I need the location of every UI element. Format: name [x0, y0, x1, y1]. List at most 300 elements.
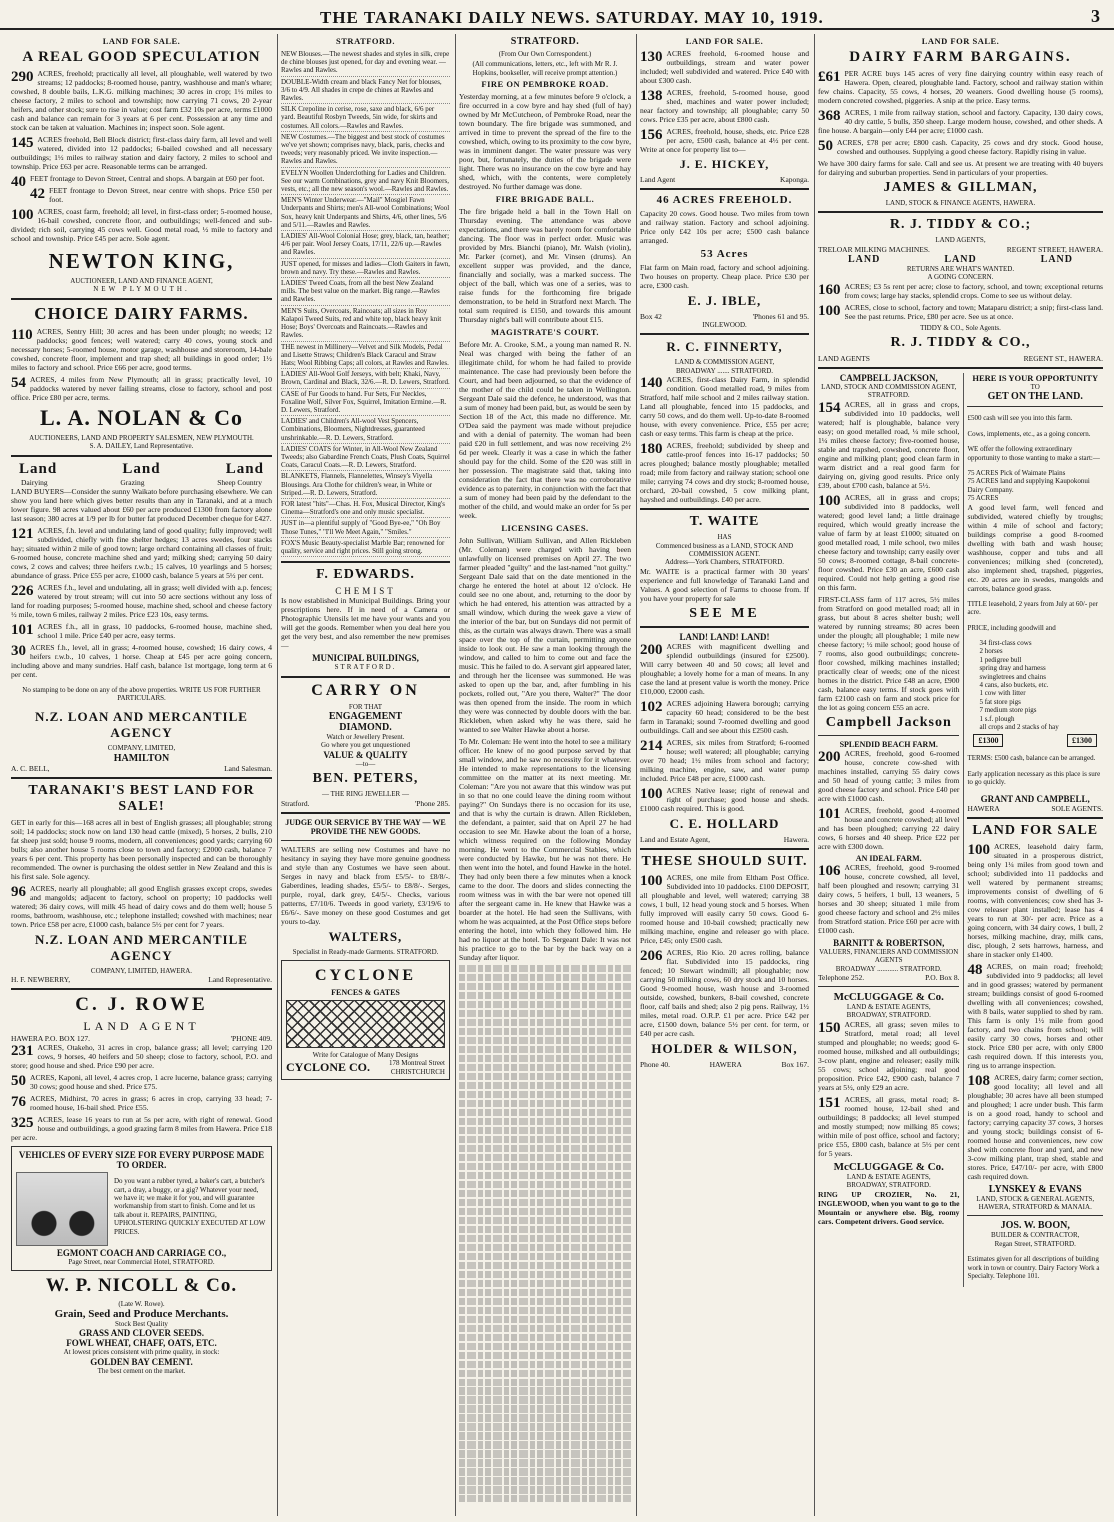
agent-name: LYNSKEY & EVANS — [988, 1183, 1082, 1195]
signature-line: HAWERA P.O. BOX 127. 'PHONE 409. — [11, 1034, 272, 1044]
listing-acres: 100 — [818, 302, 841, 319]
price-line: £1300 £1300 — [973, 734, 1097, 747]
listing-text: ACRES, six miles from Stratford; 6-roomed house; well watered; all ploughable; carrying over 70 head; 1½ miles from school and factory; milking machine, engine, saw, and water pump included. Price £48 per acre, £1000 cash. — [640, 737, 809, 783]
classified-stub: MEN'S Winter Underwear.—"Mail" Mosgiel Fawn Underpants and Shirts; men's All-wool Combinations; Wool Sox, heavy knit Underpants and Shirts, 4/6, other lines, 5/6 and 5/11.—Rawles and Rawles. — [281, 195, 450, 231]
article-text: The fire brigade held a ball in the Town Hall on Thursday evening. The attendance was above expectations, and there was barely room for comfortable dancing. The floor was in perfect order. Music was provided by Mrs. Bianchi (piano), Mr. Walsh (violin), Mr. Parker (cornet), and Mr. Vinsen (drums). An excellent supper was provided, and the dance, financially and socially, was a marked success. The object of the ball, which was one of a series, was to raise funds for the forthcoming fire brigade demonstration, to be held in Stratford next March. The total sum required is £150, and towards this amount Thursday night's ball will contribute about £15. — [459, 207, 631, 325]
classified-stub: THE newest in Millinery—Velvet and Silk Models, Pedal and Lisette Straws; Children's Black Caracul and Straw Hats; Wool Ribbing Caps; all colors, at Rawles and Rawles. — [281, 342, 450, 370]
listing-text: ACRES, £78 per acre; £800 cash. Capacity, 25 cows and dry stock. Good house, cowshed and outhouses. Supplying a good cheese factory. Rapidly rising in value. — [837, 138, 1103, 156]
agent-address: BROADWAY, STRATFORD. — [846, 1011, 931, 1020]
subhead: MAGISTRATE'S COURT. — [490, 327, 600, 338]
cyclone-ad — [281, 960, 450, 1080]
agent-name: R. J. TIDDY & CO., — [890, 335, 1031, 351]
listing-group — [11, 526, 272, 679]
listing-text: ACRES, freehold, good 4-roomed house and concrete cowshed; all level and has been ploughed; carrying 22 dairy cows, 6 horses and 40 sheep. Price £22 per acre with £300 down. — [818, 805, 960, 851]
listing-acres: 325 — [11, 1115, 34, 1132]
article-text: Yesterday morning, at a few minutes before 9 o'clock, a fire occurred in a cow byre and hay shed (full of hay) owned by Mr McCutcheon, of Pembroke Road, near the town boundary. The fire brigade was summoned, and arrived in time to prevent the spread of the fire to the cowshed, which, owing to its proximity to the cow byre, was in imminent danger. The water pressure was very poor, but, fortunately, the duties of the brigade were light. There was no insurance on the cow byre and hay shed, which, with the contents, were completely destroyed. No further damage was done. — [459, 92, 631, 192]
ad-title: A REAL GOOD SPECULATION — [22, 49, 261, 65]
text-line — [459, 1163, 631, 1170]
text-line — [459, 1334, 631, 1341]
listing-acres: 145 — [11, 135, 34, 151]
list-item: 5 fat store pigs — [979, 697, 1021, 706]
listing-item — [640, 88, 809, 124]
ad-line: TIDDY & CO., Sole Agents. — [920, 323, 1001, 332]
listing-item — [818, 806, 959, 851]
listing-text: ACRES, Kaponi, all level, 4 acres crop, 1 acre lucerne, balance grass; carrying 30 cows; good house and shed. Price £75. — [30, 1073, 272, 1092]
text-line — [459, 1100, 631, 1107]
section-header: LAND FOR SALE. — [102, 36, 181, 46]
ad-line: FOWL WHEAT, CHAFF, OATS, ETC. — [66, 1338, 217, 1349]
list-item: 1 cow with litter — [979, 689, 1026, 698]
agent-subtitle: LAND & ESTATE AGENTS, — [846, 1172, 931, 1181]
listing-acres: 151 — [818, 1094, 841, 1111]
agent-name: N.Z. LOAN AND MERCANTILE AGENCY — [35, 931, 248, 963]
listing-group — [818, 1020, 959, 1158]
listing-text: ACRES adjoining Hawera borough; carrying capacity 60 head; considered to be the best farm in Taranaki; sound 7-roomed dwelling and good outbuildings. Call and see about this £2500 cash. — [640, 698, 809, 735]
ad-line: GRASS AND CLOVER SEEDS. — [78, 1328, 205, 1339]
ad-title: LAND! LAND! LAND! — [679, 631, 770, 642]
body-text: Is now established in Municipal Buildings. Bring your prescriptions here. If in need of a Camera or Photographic Utensils let me have your wants and you will get the goods. Remember when you deal here you get the very best, and also remember the new premises— — [281, 596, 450, 651]
listing-item — [11, 174, 272, 190]
text-line — [459, 1370, 631, 1377]
listing-item — [818, 282, 1103, 300]
listing-text: ACRES, freehold, house, sheds, etc. Price £28 per acre, £500 cash, balance at 4½ per cent. Write at once for property list to— — [640, 127, 809, 154]
listing-acres: 101 — [11, 621, 34, 638]
subhead: LICENSING CASES. — [501, 523, 589, 534]
body-text: No stamping to be done on any of the above properties. WRITE US FOR FURTHER PARTICULARS. — [22, 685, 261, 703]
listing-acres: 226 — [11, 582, 34, 599]
listing-text: ACRES, close to school, factory and town; Mataparu district; a snip; first-class land. See the past returns. Price, £80 per acre. See us at once. — [844, 302, 1103, 321]
text-line — [459, 1028, 631, 1035]
stub-list — [281, 49, 450, 557]
listing-item — [818, 108, 1103, 135]
listing-acres: 121 — [11, 525, 34, 542]
listing-text: ACRES, all in grass and crops, subdivided into 10 paddocks, well watered; half is ploughable, balance very easy; on good metalled road, ¼ mile school, 1¼ miles cheese factory; five-roomed house, stable and trapshed, cowshed, concrete floor, engine and milking plant; good clean farm in warm district and a real good farm for dairying on, giving good results. Price only £39, about £700 cash, balance at 5½. — [818, 399, 960, 490]
list-item: 2 horses — [979, 647, 1003, 656]
section-header: LAND FOR SALE. — [921, 36, 1000, 46]
listing-acres: 54 — [11, 374, 26, 391]
masthead-title: THE TARANAKI DAILY NEWS. SATURDAY. MAY 10, 1919. — [320, 8, 824, 27]
text-line — [459, 1190, 631, 1197]
classified-stub: BLANKETS, Flannels, Flannelettes, Winsey's Viyella Blousings. Ara Clothe for children's wear, in White or Striped.—R. D. Lewers, Stratford. — [281, 471, 450, 499]
listing-acres: 50 — [818, 138, 833, 154]
ad-line: VALUE & QUALITY — [323, 749, 408, 760]
listing-item — [640, 642, 809, 696]
listing-text: ACRES, Midhirst, 70 acres in grass; 6 acres in crop, carrying 33 head; 7-roomed house, 16-bail shed. Price £55. — [30, 1094, 272, 1113]
listing-text: ACRES, Sentry Hill; 30 acres and has been under plough; no weeds; 12 paddocks; good fences; well watered; carry 40 cows, young stock and necessary horses; 5-roomed house, motor garage, washhouse and storeroom, 14-bale cowshed, concrete floor, implement and trap shed; all buildings in good order; 1½ miles to factory and school. Price £66 per acre, good terms. — [11, 326, 272, 372]
agent-name: N.Z. LOAN AND MERCANTILE AGENCY — [35, 709, 248, 741]
listing-text: PER ACRE buys 145 acres of very fine dairying country within easy reach of Hawera. Open, cleared, ploughable land. Factory, school and railway station within few chains. Capacity, 55 cows, 4 horses, 20 weaners. Good dwelling house (5 rooms), modern concreted cowshed, piggeries. A snip at the price. Easy terms. — [818, 69, 1103, 105]
section-header: STRATFORD. — [336, 36, 395, 46]
agent-subtitle: — THE RING JEWELLER — — [322, 790, 409, 799]
section-header: LAND FOR SALE. — [685, 36, 764, 46]
agent-subtitle: VALUERS, FINANCIERS AND COMMISSION AGENTS — [819, 947, 959, 965]
agent-subtitle: Specialist in Ready-made Garments. STRATFORD. — [292, 947, 439, 956]
ad-line: Cows, implements, etc., as a going concern. — [967, 429, 1091, 438]
listing-item — [11, 526, 272, 580]
text-line — [459, 1010, 631, 1017]
listing-acres: 100 — [640, 785, 663, 802]
body-text: Flat farm on Main road, factory and school adjoining. Two houses on property. Cheap place. Price £30 per acre, £300 cash. — [640, 263, 809, 290]
page-number: 3 — [1091, 6, 1100, 26]
listing-text: ACRES f.h., level and undulating, all in grass; well divided with a.p. fences; watered by trout stream; will cut into 50 acre sections without any loss of land for roading purposes; 5-roomed house, machine shed, school and cheese factory ½ mile, town 6 miles, railway 2 miles. Price £23 10s, easy terms. — [11, 582, 272, 619]
signature-line: Stratford. 'Phone 285. — [281, 798, 450, 808]
agent-name: BARNITT & ROBERTSON, — [833, 937, 945, 948]
text-line — [459, 1172, 631, 1179]
text-line — [459, 1495, 631, 1502]
listing-text: ACRES, first-class Dairy Farm, in splendid condition. Good metalled road, 9 miles from Stratford, half mile school and 2 miles railway station. Land all ploughable, fenced into 15 paddocks, and carry 50 cows, and do them well. Up-to-date 8-roomed house, with every convenience. Price, £55 per acre; cash or easy terms. This farm is cheap at the price. — [640, 375, 809, 439]
listing-acres: 101 — [818, 805, 841, 822]
listing-item — [818, 595, 959, 712]
agent-subtitle: COMPANY, LIMITED, HAWERA. — [90, 966, 193, 975]
listing-text: ACRES, all grass; seven miles to Stratford, metal road; all level stumped and ploughable; no weeds; good 6-roomed house, milkshed and all outbuildings; 3-cow plant, engine and releaser; easily milk 55 cows; school adjoining; real good proposition. Price £42, £900 cash, balance 7 years at 5½, only £29 an acre. — [818, 1019, 960, 1092]
text-line — [459, 1468, 631, 1475]
agent-name: BEN. PETERS, — [312, 771, 419, 787]
agent-town: INGLEWOOD. — [702, 321, 747, 329]
listing-group — [967, 842, 1103, 1181]
listing-group — [640, 375, 809, 504]
brand-company: CYCLONE CO. — [286, 1060, 371, 1075]
text-line — [459, 1280, 631, 1287]
brand-sub: FENCES & GATES — [331, 988, 400, 998]
agent-name: NEWTON KING, — [48, 249, 235, 273]
text-line — [459, 1361, 631, 1368]
listing-acres: 180 — [640, 441, 663, 458]
agent-subtitle: LAND & COMMISSION AGENT, — [674, 358, 775, 367]
ad-line: TITLE leasehold, 2 years from July at 60/- per acre. — [967, 599, 1098, 617]
article-text: Before Mr. A. Crooke, S.M., a young man named R. N. Neal was charged with being the father of an illegitimate child, for whom he had failed to provide maintenance. The case had previously been before the Court, and had been adjourned, so that the evidence of the mother of the child could be taken in Wellington. Sergeant Dale said the defence, he understood, was that a sum of money had been paid, but, as would be seen by Section 18 of the Act, this made no difference. Mr. O'Dea said the payment was made without prejudice and with a denial of paternity. The woman had been paid £20 in full settlement, and was now receiving 2½ 6d per week. Clearly it was a case in which the father should pay for the child. Some of the £20 was still in her possession. The magistrate said that, taking into consideration the fact that there was no corroborative evidence as to paternity, in conjunction with the fact that a sum of money had been paid by the defendant to the mother of the child, and would make an order for 5s per week. — [459, 340, 631, 521]
listing-group — [818, 282, 1103, 321]
classified-stub: NEW Costumes.—The biggest and best stock of costumes we've yet shown; comprises navy, black, paris, checks and tweeds; very reasonably priced. We invite inspection.—Rawles and Rawles. — [281, 132, 450, 168]
listing-acres: 108 — [967, 1072, 990, 1089]
text-line — [459, 1414, 631, 1421]
listing-item — [11, 818, 272, 881]
agent-subtitle: LAND & ESTATE AGENTS, — [846, 1003, 931, 1012]
text-line — [459, 1055, 631, 1062]
classified-stub: JUST opened, for misses and ladies—Cloth Gaiters in fawn, brown and navy. Try these.—Rawles and Rawles. — [281, 259, 450, 278]
listing-text: ACRES, leasehold dairy farm, situated in a prosperous district, being only 1¼ miles from good town and school; subdivided into 11 paddocks and well watered by permanent streams; improvements consist of dwelling of 6 rooms, with conveniences; cow shed has 3-cow releaser plant installed; lease has 4 years to run at 30/- per acre. Price as a going concern, with 34 dairy cows, 1 bull, 2 horses, milking machine, dray, milk cans, disc, plough, 2 sets harrows, harness, and share in stacker only £1400. — [967, 841, 1103, 959]
listing-item — [818, 303, 1103, 321]
signature-line: Land Agent Kaponga. — [640, 175, 809, 184]
agent-name: R. C. FINNERTY, — [666, 339, 783, 355]
listing-acres: 290 — [11, 69, 34, 85]
listing-item — [11, 186, 272, 204]
ad-title: 46 ACRES FREEHOLD. — [656, 194, 793, 206]
classified-stub: LADIES' and Children's All-wool Vest Spencers, Combinations, Bloomers, Nightdresses, guaranteed unshrinkable.—R. D. Lewers, Stratford. — [281, 416, 450, 444]
listing-item — [11, 1043, 272, 1070]
agent-line: Grain, Seed and Produce Merchants. — [54, 1308, 229, 1321]
classified-stub: DOUBLE-Width cream and black Fancy Net for blouses, 3/6 to 4/9. All shades in crepe de chines at Rawles and Rawles. — [281, 77, 450, 105]
ad-line: PRICE, including goodwill and — [967, 623, 1056, 632]
list-item: swingletrees and chains — [979, 672, 1046, 681]
listing-text: ACRES, one mile from Eltham Post Office. Subdivided into 10 paddocks. £100 DEPOSIT, all ploughable and level, well watered; carrying 38 cows, 1 bull, 12 head young stock and 5 horses. When fully improved will easily carry 50 cows. Good 6-roomed house and 10-bail cowshed; practically new milking machine, engine and releaser go with place. Price, £45; only £500 cash. — [640, 872, 809, 945]
listing-item — [11, 327, 272, 372]
listing-acres: 160 — [818, 281, 841, 298]
agent-name: T. WAITE — [689, 514, 760, 530]
list-item: 1 s.f. plough — [979, 714, 1015, 723]
signature-line: TRELOAR MILKING MACHINES. REGENT STREET, HAWERA. — [818, 244, 1103, 254]
listing-text: ACRES, freehold; practically all level, all ploughable, well watered by two streams; 12 paddocks; 8-roomed house, pantry, washhouse and man's whare; cowshed, 8 double bails, L.K.G. milking machines; 30 acres in crop; 1½ miles to cheese factory, 2 miles to school and township; now carrying 71 cows, 20 2-year heifers, and other stock; sure to rise in value; cost farm £32 10s per acre, terms £1000 cash and balance can remain for 3 years at 6 per cent. Possession at any time and stock can be taken at valuation. Machines in; inspect soon. Sole agent. — [11, 69, 272, 132]
classified-stub: EVELYN Woollen Underclothing for Ladies and Children. See our warm Combinations, grey and navy Knit Bloomers, vests, etc.; all the new season's wool.—Rawles and Rawles. — [281, 168, 450, 196]
section-header: STRATFORD. — [510, 36, 580, 47]
text-line — [459, 1235, 631, 1242]
ad-line: STRATFORD. — [334, 663, 397, 672]
listing-item — [11, 1073, 272, 1091]
body-text: LAND BUYERS—Consider the sunny Waikato before purchasing elsewhere. We can show you land here which gives better results than any in Taranaki, and at a much lower figure. 98 acres valued about £60 per acre produced £1300 from factory alone last season; 380 acres at 1/9 per lb for butter fat produced December cheque for £427. — [11, 486, 272, 523]
listing-text: ACRES Native lease; right of renewal and right of purchase; good house and sheds. £1000 cash required. This is good. — [640, 785, 809, 813]
listing-acres: 96 — [11, 883, 26, 900]
listing-acres: 206 — [640, 947, 663, 964]
agent-subtitle: AUCTIONEERS, LAND AND PROPERTY SALESMEN, NEW PLYMOUTH. — [29, 433, 254, 442]
text-line — [459, 1352, 631, 1359]
listing-item — [967, 842, 1103, 959]
listing-item — [640, 441, 809, 504]
agent-name: HOLDER & WILSON, — [651, 1040, 798, 1056]
listing-item — [818, 400, 959, 490]
text-line — [459, 1037, 631, 1044]
ad-title: TARANAKI'S BEST LAND FOR SALE! — [28, 782, 255, 814]
stock-list — [967, 639, 1103, 731]
body-text: Estimates given for all descriptions of building work in town or country. Dairy Factory Work a Specialty. Telephone 101. — [967, 1255, 1100, 1281]
listing-text: FIRST-CLASS farm of 117 acres, 5½ miles from Stratford on good metalled road; all in grass, but about 8 acres shelter bush; well watered by running streams; 80 acres been under the plough; all ploughable; 1 mile new cheese factory; ½ mile school; good house of 7 rooms, also good outbuildings; concrete-floor cowshed, milking machines installed; practically clear of weeds; one of the nicest homes in the district. Price £48 an acre, £900 cash, balance easy terms. If stock goes with farm £2100 cash on farm and stock price for the lot as going concern £55 an acre. — [818, 594, 960, 712]
ad-title: AN IDEAL FARM. — [855, 853, 922, 863]
ad-line: Early application necessary as this place is sure to go quickly. — [967, 769, 1101, 787]
body-text: A good level farm, well fenced and subdivided, watered chiefly by troughs; within 4 mile of school and factory; buildings comprise a good 8-roomed dwelling with bath and wash house; washhouse, copper and tubs and all conveniences; milking shed (concreted), also implement shed, trapshed, piggeries, etc. 20 acres are in swedes, mangolds and carrots, balance good grass. — [967, 502, 1103, 593]
ad-title: DAIRY FARM BARGAINS. — [849, 49, 1072, 65]
agent-town: HAMILTON — [113, 752, 170, 764]
agent-name: McCLUGGAGE & Co. — [833, 991, 944, 1004]
list-item: 4 cans, also buckets, etc. — [979, 680, 1049, 689]
agent-name: C. J. ROWE — [75, 994, 208, 1016]
body-text: WALTERS are selling new Costumes and have no hesitancy in saying they have more genuine goodness and style than any Costumes we have seen about. Serges in navy and black from £5/5/- to £8/8/-. Gaberdines, leading shades, £5/5/- to £8/8/-. Serges, purple, royal, dark grey, £4/5/-. Checks, various patterns, £7/10/6. Tweeds in good variety, £3/19/6 to £6/6/-. Save money on these good Costumes and get yours to-day. — [281, 844, 450, 926]
agent-name: Campbell Jackson — [825, 714, 952, 730]
listing-item — [640, 738, 809, 783]
text-line — [459, 983, 631, 990]
classified-stub: LADIES' COATS for Winter, in All-Wool New Zealand Tweeds; also Gabardine French Coats, Plush Coats, Squirrel Coats, Caracul Coats.—R. D. Lewers, Stratford. — [281, 444, 450, 472]
listing-item — [11, 207, 272, 243]
body-text: We have 300 dairy farms for sale. Call and see us. At present we are treating with 40 buyers for dairying and suburban properties. Send in particulars of your properties. — [818, 159, 1103, 177]
listing-item — [11, 1094, 272, 1112]
column-1 — [8, 34, 275, 1516]
ad-line: Watch or Jewellery Present. — [326, 732, 405, 741]
listing-text: ACRES, Otakeho, 31 acres in crop, balance grass; all level; carrying 120 cows, 9 horses, 40 heifers and 50 sheep; close to factory, school, P.O. and store; good house and shed. Price £90 per acre. — [11, 1043, 272, 1071]
classified-stub: SILK Crepoline in cerise, rose, saxe and black, 6/6 per yard. Beautiful Rosbyn Tweeds, 5in wide, for skirts and costumes. All colors.—Rawles and Rawles. — [281, 104, 450, 132]
two-column-ads — [818, 373, 1103, 1287]
listing-acres: 100 — [640, 872, 663, 889]
listing-acres: 150 — [818, 1019, 841, 1036]
text-line — [459, 1441, 631, 1448]
ad-line: MUNICIPAL BUILDINGS, — [312, 653, 419, 664]
text-line — [459, 1064, 631, 1071]
listing-text: ACRES, freehold; subdivided by sheep and cattle-proof fences into 16-17 paddocks; 50 acres ploughed; balance mostly ploughable; metalled road; mile from factory and railway station; school one mile; carrying 74 cows and dry stock; 8-roomed house, orchard, 20-bail cowshed, 5 cow milking plant, hayshed and outbuildings. £40 per acre. — [640, 441, 809, 505]
text-line — [459, 1379, 631, 1386]
ad-line: WE offer the following extraordinary opportunity to those wanting to make a start:— — [967, 445, 1100, 462]
text-line — [459, 1298, 631, 1305]
agent-subtitle: LAND, STOCK & FINANCE AGENTS, HAWERA. — [885, 199, 1036, 207]
brand-name: CYCLONE — [314, 967, 416, 985]
listing-text: ACRES freehold, Bell Block district; first-class dairy farm, all level and well watered, divided into 12 paddocks; 6-bailed cowshed and all necessary outbuildings; 1½ miles to railway station and dairy factory, 2 miles to school and township. Price £63 per acre. Reasonable terms can be arranged. — [11, 135, 272, 171]
ad-line: RETURNS ARE WHAT'S WANTED. — [906, 264, 1015, 273]
text-line — [459, 1046, 631, 1053]
fence-illustration — [286, 1000, 445, 1048]
agent-subtitle: CHEMIST — [335, 586, 396, 597]
listing-text: ACRES, f.h. level and undulating land of good quality; fully improved; well subdivided, chiefly with fine shelter hedges; 13 acres swedes, four stacks hay; situated within 2 mile of good town; large orchard containing all classes of fruit; 6-roomed house, concrete machine shed and yard; milking shed; carrying 50 dairy cows, 2 cows and calves; three heifers r.w.b.; 15 calves, 10 yearlings and 5 horses; abundance of grass. Price £55 per acre, £1000 cash, balance 5 years at 5½ per cent. — [11, 525, 272, 580]
text-line — [459, 1477, 631, 1484]
listing-acres: 154 — [818, 399, 841, 416]
ad-line: Commenced business as a LAND, STOCK AND COMMISSION AGENT. — [655, 541, 794, 559]
classified-stub: LADIES' All-Wool Golf Jerseys, with belt; Khaki, Navy, Brown, Cardinal and Black, 32/6.—R. D. Lewers, Stratford. — [281, 369, 450, 388]
listing-text: ACRES; £3 5s rent per acre; close to factory, school, and town; exceptional returns from cows; large hay stacks, splendid crops. Come to see us without delay. — [844, 281, 1103, 300]
listing-group — [818, 863, 959, 935]
listing-text: ACRES freehold, 6-roomed house and outbuildings, stream and water power included; well subdivided and watered. Price £40 with about £300 cash. — [640, 49, 809, 85]
column-4 — [636, 34, 812, 1516]
listing-text: GET in early for this—168 acres all in best of English grasses; all ploughable; strong soil; 14 paddocks; stock now on land 130 head cattle (mixed), 5 horses, 2 bulls, 210 fat sheep just sold; house 9 rooms, modern, all conveniences; good yards; carrying 60 bulls; also another house 5 rooms close to town and factory; £2000 cash, balance 7 years 6 per cent. This property has been personally inspected and can be thoroughly recommended. The owner is purchasing the oldest settler in New Zealand and this is his first sale. Sole agency. — [11, 817, 272, 881]
signature-line: Telephone 252. P.O. Box 8. — [818, 973, 960, 983]
ad-line: GET ON THE LAND. — [987, 391, 1083, 403]
listing-item — [11, 135, 272, 171]
listing-acres: £61 — [818, 69, 841, 85]
listing-text: ACRES, dairy farm; corner section, good locality; all level and all ploughable; 30 acres have all been stumped and ploughed; 1 acre under bush. This farm is on a good road, handy to school and factory; carrying capacity 37 cows, 3 horses and young stock; buildings consist of 6-roomed house and conveniences, new cow shed with concrete floor and yard, and new 3-cow milking plant, trap shed, stable and stores. Price, £47/10/- per acre, with £800 cash required down. — [967, 1072, 1103, 1181]
byline: (From Our Own Correspondent.) — [498, 50, 592, 58]
listing-text: ACRES, nearly all ploughable; all good English grasses except crops, swedes and mangolds; adjacent to factory, school on property; 10 paddocks well watered; 36 dairy cows, will milk 45 head of dairy cows and do them well; house 5 rooms, bathroom, washhouse, etc.; telephone installed; cowshed with machines; near town. Price £58 per acre, £1000 cash, balance 5½ per cent for 7 years. — [11, 883, 272, 929]
ad-title: SPLENDID BEACH FARM. — [839, 739, 938, 749]
agent-address: BROADWAY, STRATFORD. — [846, 1181, 931, 1190]
signature-line: Phone 40. HAWERA Box 167. — [640, 1059, 809, 1069]
text-line — [459, 1091, 631, 1098]
classified-stub: CASE of Fur Goods to hand. Fur Sets, Fur Neckles, Foxaline Wolf, Silver Fox, Squirrel, Imitation Ermine.—R. D. Lewers, Stratford. — [281, 389, 450, 417]
text-line — [459, 1136, 631, 1143]
text-line — [459, 1082, 631, 1089]
listing-item — [11, 1115, 272, 1142]
agent-rep: S. A. DAILEY, Land Representative. — [89, 442, 194, 451]
ad-line: At lowest prices consistent with prime quality, in stock: — [63, 1348, 220, 1357]
text-line — [459, 1316, 631, 1323]
signature-line: Box 42 'Phones 61 and 95. — [640, 312, 809, 321]
listing-acres: 110 — [11, 326, 33, 343]
text-line — [459, 992, 631, 999]
listing-group — [11, 1043, 272, 1142]
listing-group — [818, 749, 959, 851]
listing-acres: 231 — [11, 1043, 34, 1060]
text-line — [459, 1459, 631, 1466]
listing-item — [640, 948, 809, 1038]
list-item: 75 ACRES land and supplying Kaupokonui Dairy Company. — [967, 477, 1090, 494]
ad-line: £500 cash will see you into this farm. — [967, 414, 1073, 423]
list-item: 75 ACRES — [967, 494, 999, 503]
listing-item — [640, 127, 809, 154]
agent-subtitle: AUCTIONEER, LAND AND FINANCE AGENT, — [70, 277, 213, 285]
listing-group — [640, 49, 809, 154]
agent-name: CAMPBELL JACKSON, — [839, 373, 938, 384]
listing-text: ACRES, all grass, metal road; 8-roomed house, 12-bail shed and outbuildings; 8 paddocks; all level stumped and mostly stumped; now milking 85 cows; within mile of post office, school and factory; price £55, £800 cash, balance at 5½ per cent for 5 years. — [818, 1094, 960, 1158]
listing-group — [11, 818, 272, 929]
agent-subtitle: LAND AGENT — [83, 1019, 200, 1034]
signature-line: H. F. NEWBERRY, Land Representative. — [11, 975, 272, 985]
column-5-left — [818, 373, 959, 1287]
brand-address: 178 Montreal Street CHRISTCHURCH — [389, 1059, 445, 1076]
list-item: spring dray and harness — [979, 664, 1046, 673]
agent-name: EGMONT COACH AND CARRIAGE CO., — [56, 1248, 227, 1259]
ad-title: SEE ME — [689, 605, 760, 621]
text-line — [459, 1244, 631, 1251]
listing-item — [818, 69, 1103, 105]
vehicles-ad — [11, 1146, 272, 1270]
text-line — [459, 1423, 631, 1430]
listing-item — [11, 643, 272, 679]
column-5 — [814, 34, 1106, 1516]
ad-line: Go where you get unquestioned — [320, 741, 411, 750]
listing-acres: 140 — [640, 375, 663, 392]
listing-text: ACRES f.h., all in grass, 10 paddocks, 6-roomed house, machine shed, school 1 mile. Price £40 per acre, easy terms. — [37, 621, 272, 640]
ad-title: VEHICLES OF EVERY SIZE FOR EVERY PURPOSE MADE TO ORDER. — [18, 1150, 265, 1171]
listing-item — [967, 962, 1103, 1070]
text-line — [459, 1217, 631, 1224]
listing-item — [640, 49, 809, 85]
listing-item — [818, 1020, 959, 1092]
listing-group — [11, 69, 272, 243]
text-line — [459, 1450, 631, 1457]
classified-stub: LADIES' All-Wool Colonial Hose; grey, black, tan, heather; 4/6 per pair. Wool Jersey Coats, 17/11, 22/6 up.—Rawles and Rawles. — [281, 231, 450, 259]
listing-text: ACRES, coast farm, freehold; all level, in first-class order; 5-roomed house, 16-bail cowshed, concrete floor, and outbuildings; well-fenced and sub-divided; rich soil, carrying 45 cows well. Good metal road, ½ mile to factory and school and township. Price £45 per acre. Sole agent. — [11, 207, 272, 243]
agent-subtitle: LAND AGENTS, — [935, 236, 986, 245]
article-text: John Sullivan, William Sullivan, and Allen Rickleben (Mr. Coleman) were charged with having been unlawfully on licensed premises on April 27. The two farmer pleaded "guilty" and the last-named "not guilty." Sergeant Dale said that on the date mentioned in the charge he entered the hotel at about 12 o'clock. He could see no one about, and, returning to the door by which he had entered, his attention was attracted by a small window, which during the week gave a view of the interior of the bar, but on Sundays did not permit of this, as the curtain was always drawn. There was a small space over the top of the curtain, permitting anyone inside to look out. He saw a man looking through the window, and called to him to come out and face the music. This he failed to do. A servant girl appeared later, and through her the licensee was summoned. He was asked to open up the bar, and, after fumbling in his pockets, rolled out, "Are you there, Walter?" The door was then opened from the inside. The room in which they were was connected by double doors with the bar. Rickleben, when asked why he was there, said he wanted to see Walter Hawke about a horse. — [459, 536, 631, 735]
text-line — [459, 1343, 631, 1350]
listing-text: ACRES, freehold, good 9-roomed house, concrete cowshed, all level, half been ploughed and resown; carrying 31 dairy cows, 5 heifers, 1 bull, 13 weaners, 5 horses and 30 sheep; situated 1 mile from good cheese factory and school and 2½ miles from Stratford station. Price £60 per acre with £1000 cash. — [818, 862, 960, 935]
ad-line: DIAMOND. — [339, 721, 392, 733]
agent-subtitle: LAND, STOCK AND COMMISSION AGENT, STRATFORD. — [821, 383, 957, 400]
agent-name: GRANT AND CAMPBELL, — [980, 793, 1090, 804]
text-line — [459, 1109, 631, 1116]
classified-stub: MEN'S Suits, Overcoats, Raincoats; all sizes in Roy Kalapoi Tweed Suits, red and white top, black heavy knit Hose; Boys' Overcoats and Raincoats.—Rawles and Rawles. — [281, 306, 450, 342]
listing-text: ACRES, 4 miles from New Plymouth; all in grass; practically level, 10 paddocks watered by never failing streams, close to factory, school and post office. Price £80 per acre, terms. — [11, 374, 272, 402]
text-line — [459, 1001, 631, 1008]
land-banner: Land Land Land — [19, 460, 264, 477]
text-line — [459, 1127, 631, 1134]
carriage-illustration — [16, 1172, 108, 1246]
listing-item — [967, 1073, 1103, 1181]
agent-town: NEW PLYMOUTH. — [93, 285, 190, 294]
text-line — [459, 1307, 631, 1314]
listing-item — [818, 749, 959, 803]
text-line — [459, 1396, 631, 1403]
text-line — [459, 1154, 631, 1161]
listing-acres: 156 — [640, 127, 663, 143]
ad-title: JUDGE OUR SERVICE BY THE WAY — WE PROVIDE THE NEW GOODS. — [285, 817, 446, 836]
agent-name: WALTERS, — [328, 928, 403, 944]
listing-acres: 30 — [11, 642, 26, 659]
listing-group — [640, 642, 809, 813]
signature-line: A. C. BELL, Land Salesman. — [11, 763, 272, 773]
continued-text — [459, 965, 631, 1502]
listing-text: FEET frontage to Devon Street, near centre with shops. Price £50 per foot. — [49, 186, 272, 204]
note: (All communications, letters, etc., left with Mr R. J. Hopkins, bookseller, will receive prompt attention.) — [472, 60, 618, 77]
listing-item — [818, 863, 959, 935]
ad-line: Write for Catalogue of Many Designs — [312, 1051, 419, 1060]
listing-acres: 200 — [818, 748, 841, 765]
listing-item — [11, 884, 272, 929]
classified-stub: JUST in—a plentiful supply of "Good Bye-ee," "Oh Boy Those Tunes," "I'll We Meet Again," "Smiles." — [281, 518, 450, 537]
text-line — [459, 1208, 631, 1215]
ad-line: TO — [1030, 383, 1040, 392]
listing-acres: 106 — [818, 862, 841, 879]
agent-name: E. J. IBLE, — [687, 293, 762, 308]
listing-acres: 76 — [11, 1094, 26, 1111]
subhead: FIRE ON PEMBROKE ROAD. — [481, 79, 609, 90]
ad-line: The best cement on the market. — [97, 1366, 186, 1375]
text-line — [459, 1325, 631, 1332]
text-line — [459, 965, 631, 972]
listing-group — [11, 327, 272, 402]
listing-text: ACRES, all in grass and crops; subdivided into 8 paddocks, well watered; good level land; a little drainage required, which would greatly increase the value of farm by at least £1000; situated on good metalled road, 1 mile school, two miles cheese factory and township; carry easily over 50 cows; 8-roomed cottage, 8-bail concrete-floor cowshed. Price £30 an acre, £600 cash required. Could not help getting a good rise on this farm. — [818, 492, 960, 592]
